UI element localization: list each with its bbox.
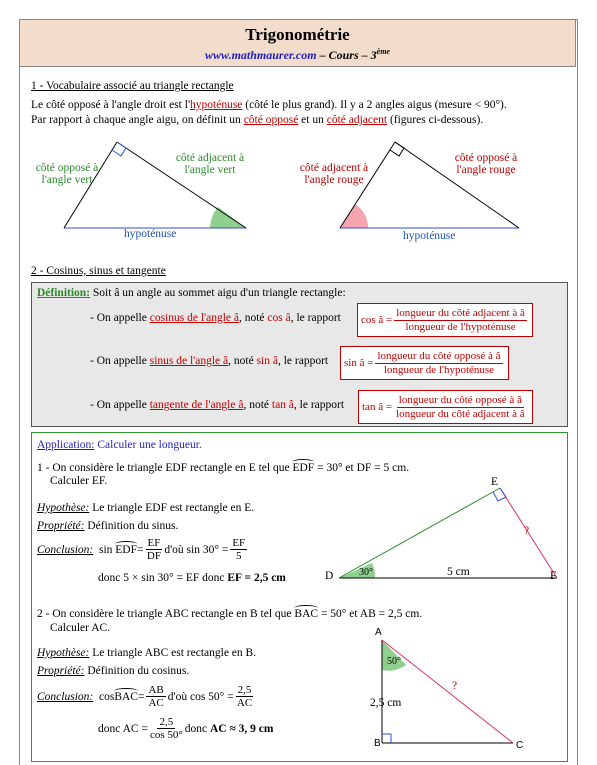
fig2-adjacent-label: côté adjacent à l'angle rouge (299, 162, 369, 186)
label-angle-50: 50° (387, 656, 401, 667)
tan-formula-box: tan â = $\frac{\text{longueur du côté opposé à â}}{\text{longueur du côté adjacent à â}}$ (358, 390, 533, 424)
fig2-hypotenuse-label: hypoténuse (403, 230, 456, 242)
ex1-result: donc 5 × sin 30° = EF donc EF = 2,5 cm (98, 572, 286, 584)
page-subtitle: www.mathmaurer.com – Cours – 3ème (205, 47, 390, 62)
triangle-abc (370, 630, 530, 750)
ex2-statement: 2 - On considère le triangle ABC rectangle en B tel que BAC = 50° et AB = 2,5 cm. (37, 608, 423, 620)
ex1-question: Calculer EF. (50, 475, 108, 487)
fig2-opposite-label: côté opposé à l'angle rouge (454, 152, 518, 176)
ex2-question: Calculer AC. (50, 622, 111, 634)
red-angle-arc (340, 204, 368, 228)
sin-definition: - On appelle sinus de l'angle â, noté sin â, le rapport (90, 355, 329, 367)
ex1-hypothesis: Hypothèse: Le triangle EDF est rectangle en E. (37, 502, 255, 514)
ex2-property: Propriété: Définition du cosinus. (37, 665, 190, 677)
label-unknown-ac: ? (452, 680, 458, 692)
section1-heading: 1 - Vocabulaire associé au triangle rectangle (31, 80, 234, 92)
fig1-adjacent-label: côté adjacent à l'angle vert (175, 152, 245, 176)
ex2-hypothesis: Hypothèse: Le triangle ABC est rectangle en B. (37, 647, 257, 659)
ex2-result: donc AC = $\frac{2,5}{\cos 50^\circ}$ donc AC ≈ 3, 9 cm (98, 716, 274, 741)
page-title: Trigonométrie (245, 25, 350, 44)
sin-formula-box: sin â = $\frac{\text{longueur du côté opposé à â}}{\text{longueur de l'hypoténuse}}$ (340, 346, 509, 380)
cos-formula-box: cos â = $\frac{\text{longueur du côté adjacent à â}}{\text{longueur de l'hypoténuse}}$ (357, 303, 533, 337)
s1-paragraph1: Le côté opposé à l'angle droit est l'hypoténuse (côté le plus grand). Il y a 2 angles aigus (mesure < 90°). (31, 99, 507, 111)
definition-intro: Définition: Soit â un angle au sommet aigu d'un triangle rectangle: (37, 287, 346, 299)
site-link[interactable]: www.mathmaurer.com (205, 48, 317, 62)
application-title: Application: Calculer une longueur. (37, 439, 202, 451)
triangle-edf (320, 470, 570, 590)
label-df-length: 5 cm (447, 566, 470, 578)
tan-definition: - On appelle tangente de l'angle â, noté tan â, le rapport (90, 399, 345, 411)
triangle-figures (0, 130, 597, 250)
ex1-conclusion: Conclusion: sin EDF = $\frac{EF}{DF}$ d'où sin 30° = $\frac{EF}{5}$ (37, 537, 246, 562)
right-angle-mark (112, 142, 126, 156)
ex2-conclusion: Conclusion: cos BAC = $\frac{AB}{AC}$ d'où cos 50° = $\frac{2,5}{AC}$ (37, 684, 253, 709)
label-a: A (375, 627, 382, 638)
label-b: B (374, 738, 381, 749)
label-unknown-ef: ? (524, 525, 530, 537)
ex1-property: Propriété: Définition du sinus. (37, 520, 179, 532)
label-c: C (516, 740, 524, 751)
label-e: E (491, 476, 499, 488)
cos-definition: - On appelle cosinus de l'angle â, noté cos â, le rapport (90, 312, 341, 324)
label-f: F (550, 570, 557, 582)
label-angle-30: 30° (359, 567, 373, 578)
fig1-hypotenuse-label: hypoténuse (124, 228, 177, 240)
label-d: D (325, 570, 334, 582)
section2-heading: 2 - Cosinus, sinus et tangente (31, 265, 166, 277)
page-header (19, 19, 576, 67)
fig1-opposite-label: côté opposé à l'angle vert (35, 162, 99, 186)
s1-paragraph2: Par rapport à chaque angle aigu, on définit un côté opposé et un côté adjacent (figures ci-dessous). (31, 114, 484, 126)
label-ab-length: 2,5 cm (370, 697, 402, 709)
ex1-statement: 1 - On considère le triangle EDF rectangle en E tel que EDF = 30° et DF = 5 cm. (37, 462, 410, 474)
